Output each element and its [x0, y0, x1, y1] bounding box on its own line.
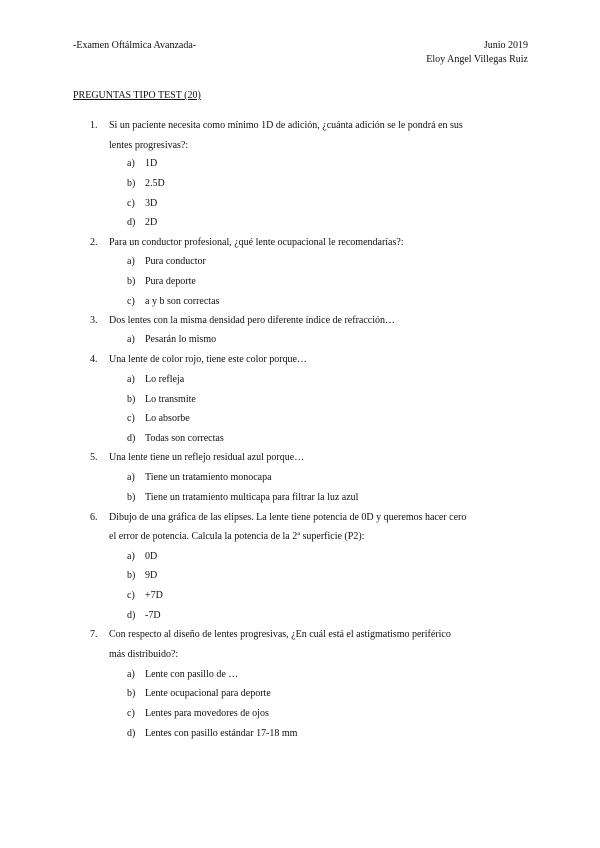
option-text: Pura deporte [145, 276, 196, 287]
option-letter: b) [127, 178, 136, 189]
option-text: Lentes para movedores de ojos [145, 708, 269, 719]
question-number: 6. [90, 512, 98, 523]
question-text: Para un conductor profesional, ¿qué lente ocupacional le recomendarías?: [109, 237, 404, 248]
question-number: 7. [90, 629, 98, 640]
option-letter: a) [127, 158, 135, 169]
exam-title: -Examen Oftálmica Avanzada- [73, 40, 197, 51]
question-number: 5. [90, 452, 98, 463]
option-text: +7D [145, 590, 163, 601]
option-text: 2D [145, 217, 158, 228]
option-letter: d) [127, 217, 136, 228]
option-letter: a) [127, 256, 135, 267]
option-text: Lente con pasillo de … [145, 669, 239, 680]
option-letter: a) [127, 472, 135, 483]
question-text: Dos lentes con la misma densidad pero diferente índice de refracción… [109, 315, 396, 326]
option-letter: b) [127, 276, 136, 287]
question-number: 1. [90, 120, 98, 131]
option-text: 0D [145, 551, 158, 562]
question-text: el error de potencia. Calcula la potencia de la 2ª superficie (P2): [109, 531, 365, 542]
option-letter: b) [127, 492, 136, 503]
option-letter: b) [127, 394, 136, 405]
exam-date: Junio 2019 [483, 40, 528, 51]
question-text: Con respecto al diseño de lentes progresivas, ¿En cuál está el astigmatismo periférico [109, 629, 451, 640]
question-text: más distribuido?: [109, 649, 179, 660]
question-text: Si un paciente necesita como mínimo 1D de adición, ¿cuánta adición se le pondrá en sus [109, 120, 463, 131]
option-letter: a) [127, 334, 135, 345]
option-text: Tiene un tratamiento monocapa [145, 472, 272, 483]
option-text: 3D [145, 198, 158, 209]
option-letter: d) [127, 433, 136, 444]
option-letter: d) [127, 610, 136, 621]
option-text: Lo absorbe [145, 413, 190, 424]
option-letter: a) [127, 551, 135, 562]
option-text: 1D [145, 158, 158, 169]
option-letter: a) [127, 374, 135, 385]
option-text: Lo transmite [145, 394, 196, 405]
option-letter: b) [127, 688, 136, 699]
option-text: Lo refleja [145, 374, 185, 385]
option-letter: d) [127, 728, 136, 739]
option-letter: c) [127, 198, 135, 209]
option-text: Tiene un tratamiento multicapa para filtrar la luz azul [145, 492, 359, 503]
option-text: a y b son correctas [145, 296, 220, 307]
question-number: 4. [90, 354, 98, 365]
author-name: Eloy Angel Villegas Ruiz [426, 54, 528, 65]
option-letter: c) [127, 708, 135, 719]
question-text: lentes progresivas?: [109, 140, 189, 151]
option-letter: a) [127, 669, 135, 680]
option-letter: c) [127, 296, 135, 307]
option-text: Todas son correctas [145, 433, 224, 444]
option-text: Pura conductor [145, 256, 206, 267]
question-text: Una lente de color rojo, tiene este color porque… [109, 354, 307, 365]
option-text: Lente ocupacional para deporte [145, 688, 271, 699]
option-letter: b) [127, 570, 136, 581]
option-letter: c) [127, 590, 135, 601]
option-letter: c) [127, 413, 135, 424]
section-title: PREGUNTAS TIPO TEST (20) [73, 90, 201, 101]
question-number: 3. [90, 315, 98, 326]
option-text: -7D [145, 610, 161, 621]
option-text: Lentes con pasillo estándar 17-18 mm [145, 728, 298, 739]
question-text: Una lente tiene un reflejo residual azul porque… [109, 452, 305, 463]
option-text: 9D [145, 570, 158, 581]
question-number: 2. [90, 237, 98, 248]
question-text: Dibujo de una gráfica de las elipses. La lente tiene potencia de 0D y queremos hacer cero [109, 512, 467, 523]
option-text: Pesarán lo mismo [145, 334, 217, 345]
option-text: 2.5D [145, 178, 165, 189]
